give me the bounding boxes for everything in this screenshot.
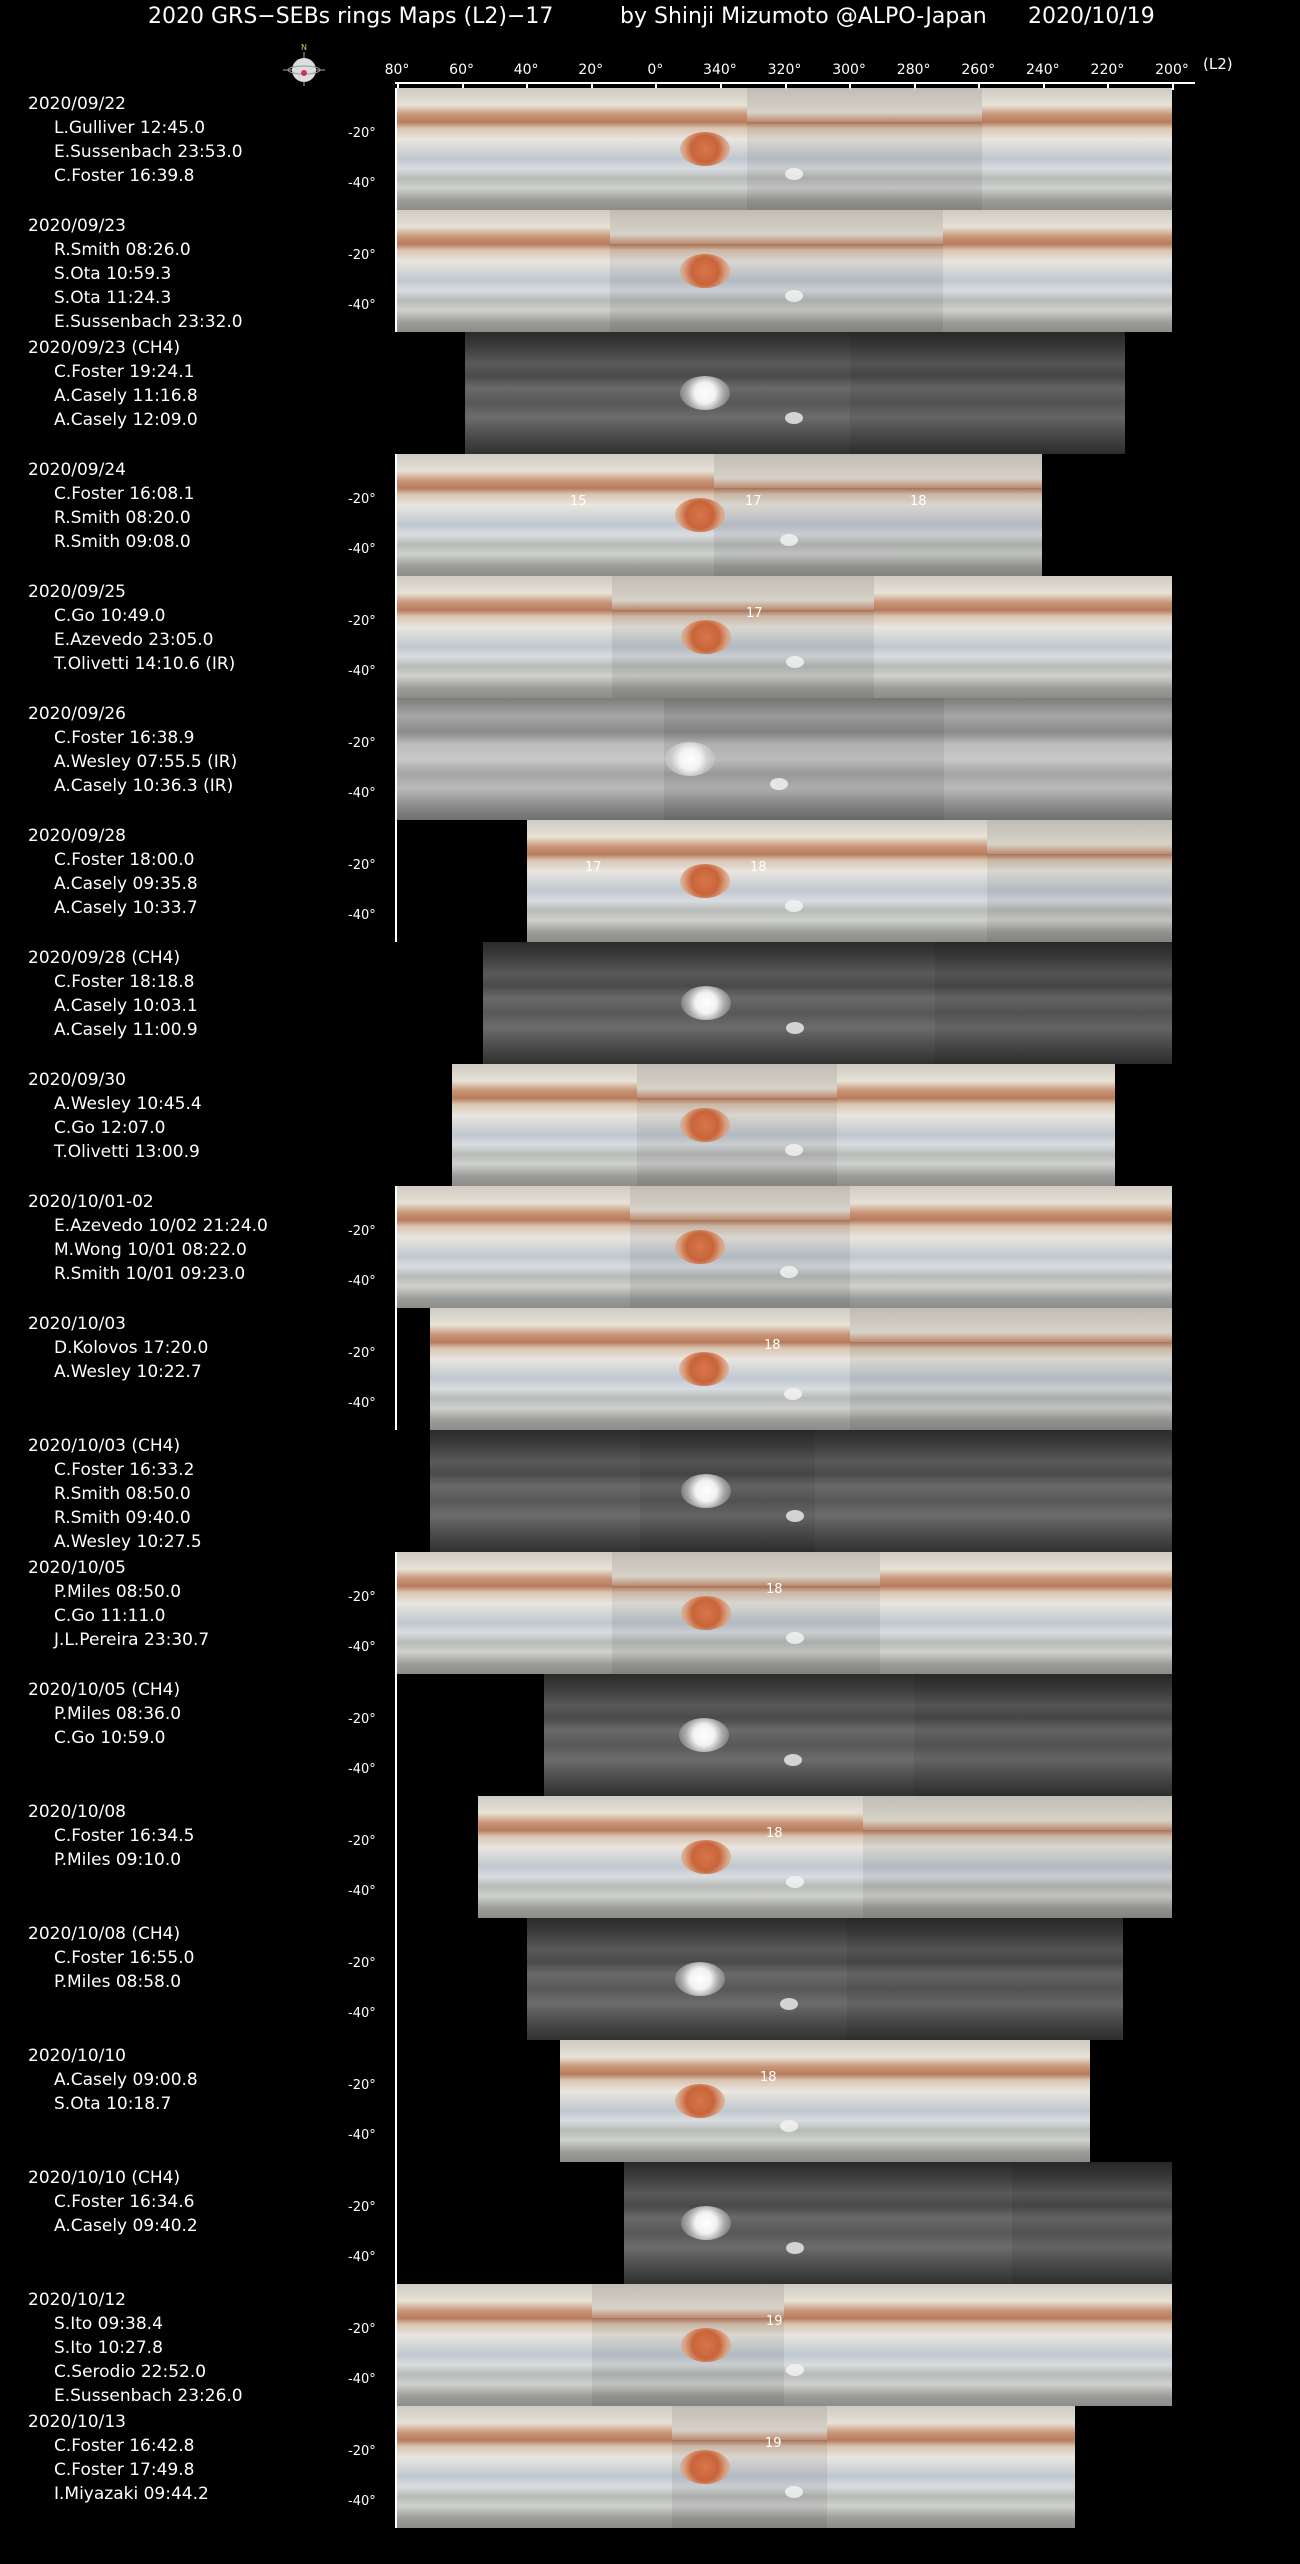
latitude-label: -20°	[348, 126, 376, 141]
white-oval	[784, 1388, 802, 1400]
latitude-label: -20°	[348, 492, 376, 507]
feature-marker: 17	[745, 494, 762, 509]
great-red-spot	[665, 742, 715, 776]
map-date: 2020/10/01-02	[28, 1192, 154, 1212]
jupiter-map-strip	[397, 698, 1172, 820]
north-label: N	[301, 43, 307, 52]
feature-marker: 17	[746, 606, 763, 621]
latitude-label: -40°	[348, 1762, 376, 1777]
map-date: 2020/09/28	[28, 826, 126, 846]
great-red-spot	[679, 1352, 729, 1386]
longitude-tick-label: 20°	[578, 62, 604, 78]
map-panel	[630, 1186, 850, 1308]
observer-entry: A.Casely 11:16.8	[54, 386, 198, 406]
observer-entry: D.Kolovos 17:20.0	[54, 1338, 209, 1358]
great-red-spot	[681, 2328, 731, 2362]
latitude-label: -40°	[348, 1884, 376, 1899]
longitude-tick-label: 80°	[384, 62, 410, 78]
latitude-label: -20°	[348, 1346, 376, 1361]
map-row	[0, 820, 1300, 942]
great-red-spot	[680, 376, 730, 410]
map-panel	[880, 1552, 1172, 1674]
observer-entry: S.Ito 09:38.4	[54, 2314, 163, 2334]
jupiter-map-strip	[544, 1674, 1172, 1796]
observer-entry: E.Sussenbach 23:26.0	[54, 2386, 243, 2406]
map-row	[0, 1552, 1300, 1674]
map-panel	[610, 210, 943, 332]
map-panel	[874, 576, 1172, 698]
white-oval	[770, 778, 788, 790]
observer-entry: C.Foster 16:33.2	[54, 1460, 195, 1480]
great-red-spot	[681, 1596, 731, 1630]
feature-marker: 17	[585, 860, 602, 875]
observer-entry: C.Foster 18:00.0	[54, 850, 195, 870]
great-red-spot	[681, 1840, 731, 1874]
latitude-label: -40°	[348, 1396, 376, 1411]
map-row-info	[28, 1068, 202, 1164]
great-red-spot	[675, 1962, 725, 1996]
latitude-label: -40°	[348, 1274, 376, 1289]
map-panel	[850, 1308, 1172, 1430]
map-row	[0, 1918, 1300, 2040]
white-oval	[785, 2486, 803, 2498]
latitude-label: -20°	[348, 1834, 376, 1849]
map-panel	[560, 2040, 1090, 2162]
white-oval	[786, 1876, 804, 1888]
latitude-label: -20°	[348, 2322, 376, 2337]
map-date: 2020/09/23	[28, 216, 126, 236]
main-title: 2020 GRS−SEBs rings Maps (L2)−17	[148, 4, 554, 29]
latitude-label: -20°	[348, 1590, 376, 1605]
observer-entry: P.Miles 09:10.0	[54, 1850, 182, 1870]
map-row-info	[28, 92, 243, 188]
white-oval	[785, 900, 803, 912]
great-red-spot	[681, 620, 731, 654]
map-panel	[612, 1552, 880, 1674]
latitude-label: -40°	[348, 786, 376, 801]
map-panel	[544, 1674, 914, 1796]
map-panel	[397, 2284, 592, 2406]
latitude-axis	[395, 2040, 397, 2162]
map-row-info	[28, 2410, 209, 2506]
longitude-tick-label: 280°	[896, 62, 931, 78]
white-oval	[786, 2364, 804, 2376]
map-panel	[863, 1796, 1172, 1918]
latitude-label: -40°	[348, 2250, 376, 2265]
map-date: 2020/10/05	[28, 1558, 126, 1578]
observer-entry: A.Casely 09:40.2	[54, 2216, 198, 2236]
white-oval	[780, 1266, 798, 1278]
map-row-info	[28, 1800, 194, 1872]
map-panel	[397, 1552, 612, 1674]
feature-marker: 18	[766, 1582, 783, 1597]
latitude-label: -20°	[348, 2078, 376, 2093]
observer-entry: E.Sussenbach 23:53.0	[54, 142, 243, 162]
map-date: 2020/10/13	[28, 2412, 126, 2432]
observer-entry: R.Smith 08:50.0	[54, 1484, 191, 1504]
jupiter-map-strip	[397, 2284, 1172, 2406]
map-row-info	[28, 702, 237, 798]
map-row	[0, 1186, 1300, 1308]
map-row-info	[28, 214, 243, 334]
longitude-tick-label: 0°	[647, 62, 664, 78]
observer-entry: R.Smith 09:40.0	[54, 1508, 191, 1528]
observer-entry: C.Foster 18:18.8	[54, 972, 195, 992]
map-row-info	[28, 580, 235, 676]
map-panel	[612, 576, 874, 698]
great-red-spot	[681, 2206, 731, 2240]
longitude-tick-label: 320°	[767, 62, 802, 78]
longitude-tick-label: 220°	[1090, 62, 1125, 78]
jupiter-map-strip	[397, 454, 1042, 576]
map-panel	[747, 88, 982, 210]
longitude-tick-label: 40°	[513, 62, 539, 78]
jupiter-map-strip	[483, 942, 1172, 1064]
map-date: 2020/10/12	[28, 2290, 126, 2310]
observer-entry: T.Olivetti 14:10.6 (IR)	[54, 654, 236, 674]
jupiter-map-strip	[452, 1064, 1115, 1186]
map-row	[0, 698, 1300, 820]
map-panel	[397, 576, 612, 698]
great-red-spot	[679, 1718, 729, 1752]
map-date: 2020/09/26	[28, 704, 126, 724]
feature-marker: 19	[765, 2436, 782, 2451]
observer-entry: P.Miles 08:36.0	[54, 1704, 182, 1724]
map-date: 2020/10/03	[28, 1314, 126, 1334]
map-row	[0, 2284, 1300, 2406]
latitude-label: -20°	[348, 1956, 376, 1971]
map-row-info	[28, 1312, 208, 1384]
observer-entry: E.Sussenbach 23:32.0	[54, 312, 243, 332]
map-panel	[847, 1918, 1123, 2040]
map-row-info	[28, 2044, 198, 2116]
map-row-info	[28, 1190, 268, 1286]
map-row	[0, 210, 1300, 332]
great-red-spot	[680, 254, 730, 288]
latitude-label: -40°	[348, 1640, 376, 1655]
map-row	[0, 1430, 1300, 1552]
latitude-label: -20°	[348, 2444, 376, 2459]
jupiter-map-strip	[397, 88, 1172, 210]
longitude-tick-label: 60°	[449, 62, 474, 78]
great-red-spot	[680, 132, 730, 166]
observer-entry: R.Smith 08:20.0	[54, 508, 191, 528]
white-oval	[786, 1632, 804, 1644]
latitude-label: -20°	[348, 736, 376, 751]
white-oval	[785, 290, 803, 302]
observer-entry: A.Casely 12:09.0	[54, 410, 198, 430]
white-oval	[785, 412, 803, 424]
feature-marker: 18	[760, 2070, 777, 2085]
map-panel	[527, 820, 987, 942]
observer-entry: A.Casely 09:00.8	[54, 2070, 198, 2090]
map-panel	[397, 1186, 630, 1308]
map-date: 2020/09/30	[28, 1070, 126, 1090]
observer-entry: S.Ito 10:27.8	[54, 2338, 163, 2358]
observer-entry: P.Miles 08:58.0	[54, 1972, 182, 1992]
map-panel	[935, 942, 1172, 1064]
observer-entry: A.Casely 10:03.1	[54, 996, 198, 1016]
observer-entry: A.Casely 09:35.8	[54, 874, 198, 894]
observer-entry: R.Smith 09:08.0	[54, 532, 191, 552]
map-row-info	[28, 946, 198, 1042]
latitude-label: -40°	[348, 2128, 376, 2143]
great-red-spot	[675, 498, 725, 532]
jupiter-map-strip	[397, 210, 1172, 332]
feature-marker: 19	[766, 2314, 783, 2329]
observer-entry: C.Foster 16:38.9	[54, 728, 195, 748]
map-panel	[827, 2406, 1075, 2528]
latitude-label: -40°	[348, 542, 376, 557]
map-row	[0, 2040, 1300, 2162]
map-row	[0, 1308, 1300, 1430]
jupiter-map-strip	[478, 1796, 1172, 1918]
observer-entry: E.Azevedo 23:05.0	[54, 630, 214, 650]
map-date: 2020/10/10 (CH4)	[28, 2168, 181, 2188]
latitude-label: -40°	[348, 908, 376, 923]
latitude-label: -40°	[348, 2006, 376, 2021]
jupiter-map-strip	[430, 1430, 1172, 1552]
feature-marker: 15	[570, 494, 587, 509]
jupiter-map-strip	[527, 1918, 1123, 2040]
white-oval	[785, 168, 803, 180]
latitude-label: -40°	[348, 2494, 376, 2509]
observer-entry: A.Casely 11:00.9	[54, 1020, 198, 1040]
observer-entry: A.Wesley 10:27.5	[54, 1532, 202, 1552]
map-date: 2020/10/05 (CH4)	[28, 1680, 181, 1700]
latitude-label: -20°	[348, 858, 376, 873]
map-panel	[850, 1186, 1172, 1308]
great-red-spot	[681, 986, 731, 1020]
longitude-tick-label: 340°	[703, 62, 737, 78]
latitude-label: -40°	[348, 2372, 376, 2387]
map-date: 2020/09/24	[28, 460, 126, 480]
map-date: 2020/10/03 (CH4)	[28, 1436, 181, 1456]
feature-marker: 18	[750, 860, 767, 875]
white-oval	[786, 656, 804, 668]
map-row-info	[28, 336, 198, 432]
latitude-label: -20°	[348, 614, 376, 629]
map-row-info	[28, 1434, 202, 1554]
jupiter-orientation-icon	[281, 42, 327, 88]
map-panel	[478, 1796, 863, 1918]
white-oval	[785, 1144, 803, 1156]
jupiter-map-strip	[430, 1308, 1172, 1430]
map-panel	[430, 1308, 850, 1430]
map-panel	[397, 454, 714, 576]
observer-entry: A.Wesley 10:22.7	[54, 1362, 202, 1382]
observer-entry: C.Go 12:07.0	[54, 1118, 166, 1138]
observer-entry: A.Casely 10:36.3 (IR)	[54, 776, 234, 796]
great-red-spot	[681, 1474, 731, 1508]
jupiter-map-strip	[465, 332, 1125, 454]
observer-entry: C.Foster 16:39.8	[54, 166, 195, 186]
map-panel	[397, 210, 610, 332]
map-panel	[452, 1064, 637, 1186]
jupiter-map-strip	[527, 820, 1172, 942]
observer-entry: C.Foster 16:34.5	[54, 1826, 195, 1846]
map-date: 2020/10/08	[28, 1802, 126, 1822]
observer-entry: M.Wong 10/01 08:22.0	[54, 1240, 247, 1260]
map-row-info	[28, 824, 198, 920]
latitude-axis	[395, 1796, 397, 1918]
latitude-label: -40°	[348, 298, 376, 313]
map-row	[0, 454, 1300, 576]
observer-entry: C.Foster 16:42.8	[54, 2436, 195, 2456]
map-date: 2020/09/28 (CH4)	[28, 948, 181, 968]
jupiter-map-strip	[397, 1552, 1172, 1674]
great-red-spot	[680, 2450, 730, 2484]
map-row	[0, 332, 1300, 454]
map-row-info	[28, 1556, 209, 1652]
observer-entry: C.Foster 16:08.1	[54, 484, 195, 504]
white-oval	[780, 1998, 798, 2010]
observer-entry: I.Miyazaki 09:44.2	[54, 2484, 209, 2504]
observer-entry: P.Miles 08:50.0	[54, 1582, 182, 1602]
map-panel	[943, 210, 1172, 332]
observer-entry: C.Foster 16:55.0	[54, 1948, 195, 1968]
latitude-label: -20°	[348, 248, 376, 263]
map-panel	[837, 1064, 1115, 1186]
map-panel	[982, 88, 1172, 210]
map-row	[0, 576, 1300, 698]
header	[0, 0, 1300, 40]
observer-entry: S.Ota 10:59.3	[54, 264, 172, 284]
jupiter-map-strip	[624, 2162, 1172, 2284]
great-red-spot	[675, 2084, 725, 2118]
author-credit: by Shinji Mizumoto @ALPO-Japan	[620, 4, 987, 29]
map-row	[0, 2406, 1300, 2528]
map-panel	[397, 698, 664, 820]
latitude-label: -20°	[348, 2200, 376, 2215]
map-panel	[397, 2406, 672, 2528]
map-panel	[465, 332, 850, 454]
observer-entry: S.Ota 10:18.7	[54, 2094, 172, 2114]
white-oval	[786, 2242, 804, 2254]
observer-entry: R.Smith 08:26.0	[54, 240, 191, 260]
white-oval	[784, 1754, 802, 1766]
map-panel	[637, 1064, 837, 1186]
great-red-spot	[680, 1108, 730, 1142]
longitude-axis	[384, 50, 1275, 90]
map-row	[0, 1064, 1300, 1186]
latitude-label: -20°	[348, 1712, 376, 1727]
issue-date: 2020/10/19	[1028, 4, 1155, 29]
observer-entry: R.Smith 10/01 09:23.0	[54, 1264, 246, 1284]
map-panel	[850, 332, 1125, 454]
map-date: 2020/09/25	[28, 582, 126, 602]
map-row-info	[28, 1922, 194, 1994]
map-row	[0, 2162, 1300, 2284]
latitude-label: -20°	[348, 1224, 376, 1239]
observer-entry: A.Wesley 07:55.5 (IR)	[54, 752, 238, 772]
latitude-axis	[395, 820, 397, 942]
observer-entry: T.Olivetti 13:00.9	[54, 1142, 200, 1162]
longitude-tick-label: 260°	[961, 62, 996, 78]
map-panel	[815, 1430, 1172, 1552]
map-panel	[944, 698, 1172, 820]
observer-entry: A.Casely 10:33.7	[54, 898, 198, 918]
feature-marker: 18	[910, 494, 927, 509]
observer-entry: E.Azevedo 10/02 21:24.0	[54, 1216, 268, 1236]
latitude-axis	[395, 1308, 397, 1430]
observer-entry: C.Go 10:49.0	[54, 606, 166, 626]
observer-entry: L.Gulliver 12:45.0	[54, 118, 206, 138]
latitude-axis	[395, 1918, 397, 2040]
map-panel	[1012, 2162, 1172, 2284]
map-row	[0, 942, 1300, 1064]
map-date: 2020/09/22	[28, 94, 126, 114]
latitude-label: -40°	[348, 176, 376, 191]
jupiter-map-strip	[397, 2406, 1075, 2528]
white-oval	[780, 534, 798, 546]
longitude-unit: (L2)	[1203, 55, 1233, 73]
map-row	[0, 1674, 1300, 1796]
map-row-info	[28, 2288, 243, 2408]
jupiter-map-strip	[560, 2040, 1090, 2162]
latitude-axis	[395, 1674, 397, 1796]
white-oval	[786, 1022, 804, 1034]
longitude-axis-line	[395, 82, 1195, 84]
map-row-info	[28, 1678, 181, 1750]
observer-entry: C.Foster 16:34.6	[54, 2192, 195, 2212]
white-oval	[780, 2120, 798, 2132]
map-date: 2020/10/10	[28, 2046, 126, 2066]
map-panel	[714, 454, 1042, 576]
map-row-info	[28, 2166, 198, 2238]
observer-entry: S.Ota 11:24.3	[54, 288, 172, 308]
observer-entry: C.Foster 19:24.1	[54, 362, 195, 382]
feature-marker: 18	[764, 1338, 781, 1353]
map-date: 2020/09/23 (CH4)	[28, 338, 181, 358]
observer-entry: J.L.Pereira 23:30.7	[54, 1630, 210, 1650]
jupiter-map-strip	[397, 1186, 1172, 1308]
latitude-axis	[395, 2162, 397, 2284]
longitude-tick-label: 300°	[832, 62, 866, 78]
observer-entry: C.Go 11:11.0	[54, 1606, 166, 1626]
map-row	[0, 1796, 1300, 1918]
great-red-spot	[675, 1230, 725, 1264]
observer-entry: C.Serodio 22:52.0	[54, 2362, 207, 2382]
white-oval	[786, 1510, 804, 1522]
map-panel	[987, 820, 1172, 942]
jupiter-map-strip	[397, 576, 1172, 698]
map-row	[0, 88, 1300, 210]
map-panel	[430, 1430, 640, 1552]
observer-entry: C.Go 10:59.0	[54, 1728, 166, 1748]
map-date: 2020/10/08 (CH4)	[28, 1924, 181, 1944]
longitude-tick-label: 240°	[1025, 62, 1060, 78]
latitude-label: -40°	[348, 664, 376, 679]
longitude-tick-label: 200°	[1155, 62, 1189, 78]
observer-entry: C.Foster 17:49.8	[54, 2460, 195, 2480]
map-panel	[914, 1674, 1172, 1796]
feature-marker: 18	[766, 1826, 783, 1841]
map-row-info	[28, 458, 194, 554]
map-panel	[784, 2284, 1172, 2406]
observer-entry: A.Wesley 10:45.4	[54, 1094, 202, 1114]
great-red-spot	[680, 864, 730, 898]
